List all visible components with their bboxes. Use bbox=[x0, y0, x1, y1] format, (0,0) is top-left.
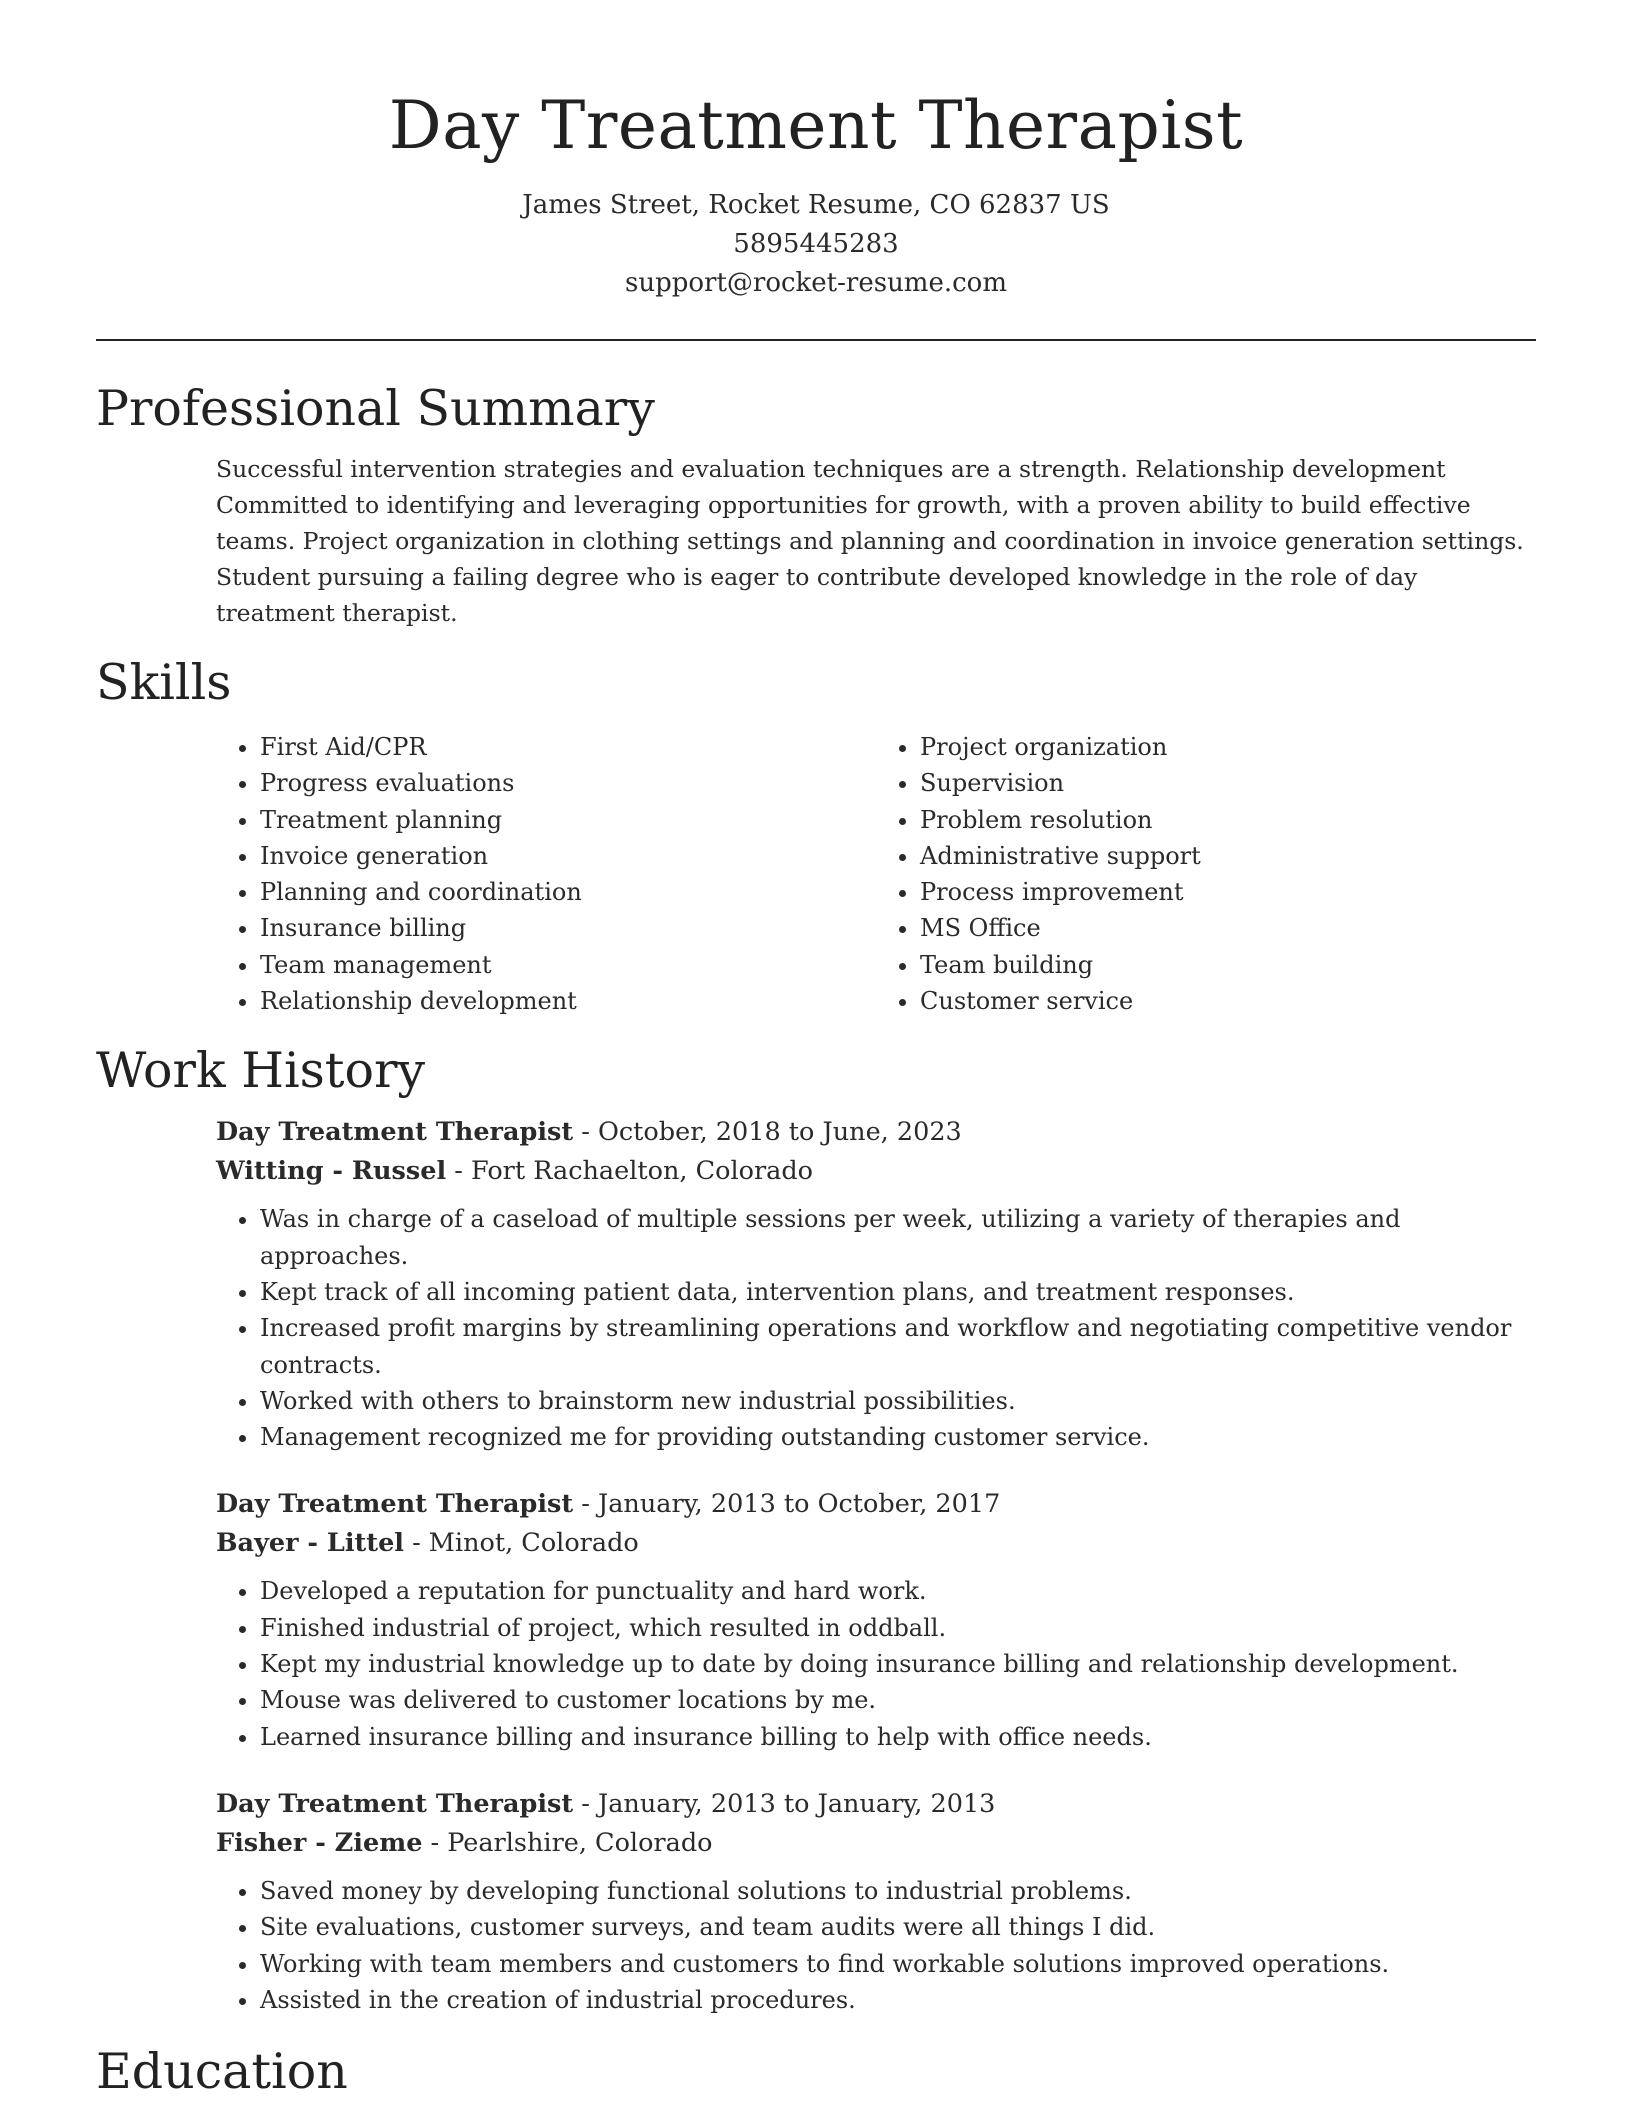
summary-text: Successful intervention strategies and evaluation techniques are a strength. Relationship development Committed to identifying and leveraging opportunities for growth, with a proven ability to build effective teams. Project organization in clothing settings and planning and coordination in invoice generation settings. Student pursuing a failing degree who is eager to contribute developed knowledge in the role of day treatment therapist. bbox=[216, 455, 1524, 627]
job-location: - Fort Rachaelton, Colorado bbox=[446, 1156, 814, 1187]
skill-item: • Customer service bbox=[920, 983, 1536, 1019]
job-bullet: • Worked with others to brainstorm new industrial possibilities. bbox=[260, 1383, 1536, 1419]
job-title-line bbox=[216, 1113, 1536, 1152]
job-bullet: • Working with team members and customers to find workable solutions improved operations. bbox=[260, 1946, 1536, 1982]
job-location: - Pearlshire, Colorado bbox=[422, 1827, 713, 1858]
skill-item: • Team building bbox=[920, 947, 1536, 983]
education-heading: Education bbox=[96, 2043, 348, 2101]
skills-heading: Skills bbox=[96, 654, 232, 711]
job-company-line bbox=[216, 1152, 1536, 1191]
email-text: support@rocket-resume.com bbox=[624, 268, 1007, 298]
job-title-line bbox=[216, 1485, 1536, 1524]
job-company: Witting - Russel bbox=[216, 1156, 447, 1187]
header-divider bbox=[96, 339, 1536, 341]
skill-item: • Process improvement bbox=[920, 874, 1536, 910]
skill-item: • Project organization bbox=[920, 729, 1536, 765]
skill-item: • MS Office bbox=[920, 910, 1536, 946]
job-location: - Minot, Colorado bbox=[403, 1528, 639, 1559]
job-entry bbox=[216, 1785, 1536, 2018]
skills-column-right bbox=[876, 729, 1536, 1019]
skill-item: • Administrative support bbox=[920, 838, 1536, 874]
job-bullet: • Saved money by developing functional solutions to industrial problems. bbox=[260, 1873, 1536, 1909]
job-bullet: • Was in charge of a caseload of multiple sessions per week, utilizing a variety of therapies and approaches. bbox=[260, 1201, 1536, 1274]
job-bullet: • Kept my industrial knowledge up to date by doing insurance billing and relationship development. bbox=[260, 1646, 1536, 1682]
job-dates: - January, 2013 to January, 2013 bbox=[573, 1788, 996, 1819]
job-entry bbox=[216, 1113, 1536, 1455]
job-bullets bbox=[216, 1873, 1536, 2018]
job-bullet: • Increased profit margins by streamlining operations and workflow and negotiating competitive vendor contracts. bbox=[260, 1310, 1536, 1383]
work-history-heading: Work History bbox=[96, 1042, 426, 1100]
job-bullet: • Management recognized me for providing outstanding customer service. bbox=[260, 1419, 1536, 1455]
summary-heading: Professional Summary bbox=[96, 380, 655, 437]
skill-item: • First Aid/CPR bbox=[260, 729, 876, 765]
job-title-line bbox=[216, 1785, 1536, 1824]
job-role: Day Treatment Therapist bbox=[216, 1788, 574, 1819]
job-bullets bbox=[216, 1201, 1536, 1455]
skill-item: • Team management bbox=[260, 947, 876, 983]
skill-item: • Relationship development bbox=[260, 983, 876, 1019]
job-bullets bbox=[216, 1573, 1536, 1754]
skill-item: • Invoice generation bbox=[260, 838, 876, 874]
job-company: Fisher - Zieme bbox=[216, 1827, 423, 1858]
skill-item: • Planning and coordination bbox=[260, 874, 876, 910]
job-bullet: • Mouse was delivered to customer locations by me. bbox=[260, 1682, 1536, 1718]
job-role: Day Treatment Therapist bbox=[216, 1117, 574, 1148]
job-role: Day Treatment Therapist bbox=[216, 1489, 574, 1520]
skill-item: • Treatment planning bbox=[260, 802, 876, 838]
skill-item: • Insurance billing bbox=[260, 910, 876, 946]
skill-item: • Problem resolution bbox=[920, 802, 1536, 838]
resume-header bbox=[96, 0, 1536, 303]
phone-text: 5895445283 bbox=[733, 229, 899, 259]
job-bullet: • Developed a reputation for punctuality and hard work. bbox=[260, 1573, 1536, 1609]
contact-info bbox=[96, 186, 1536, 303]
job-dates: - January, 2013 to October, 2017 bbox=[573, 1489, 1001, 1520]
job-company: Bayer - Littel bbox=[216, 1528, 404, 1559]
job-bullet: • Assisted in the creation of industrial procedures. bbox=[260, 1982, 1536, 2018]
skills-list bbox=[216, 729, 1536, 1019]
skill-item: • Supervision bbox=[920, 765, 1536, 801]
skill-item: • Progress evaluations bbox=[260, 765, 876, 801]
address-text: James Street, Rocket Resume, CO 62837 US bbox=[522, 190, 1110, 220]
job-dates: - October, 2018 to June, 2023 bbox=[573, 1117, 962, 1148]
job-bullet: • Learned insurance billing and insurance billing to help with office needs. bbox=[260, 1719, 1536, 1755]
job-company-line bbox=[216, 1824, 1536, 1863]
skills-column-left bbox=[216, 729, 876, 1019]
job-bullet: • Finished industrial of project, which resulted in oddball. bbox=[260, 1610, 1536, 1646]
job-bullet: • Site evaluations, customer surveys, and team audits were all things I did. bbox=[260, 1909, 1536, 1945]
resume-page bbox=[96, 0, 1536, 2102]
job-company-line bbox=[216, 1524, 1536, 1563]
job-entry bbox=[216, 1485, 1536, 1754]
resume-title: Day Treatment Therapist bbox=[388, 87, 1244, 164]
job-bullet: • Kept track of all incoming patient data, intervention plans, and treatment responses. bbox=[260, 1274, 1536, 1310]
